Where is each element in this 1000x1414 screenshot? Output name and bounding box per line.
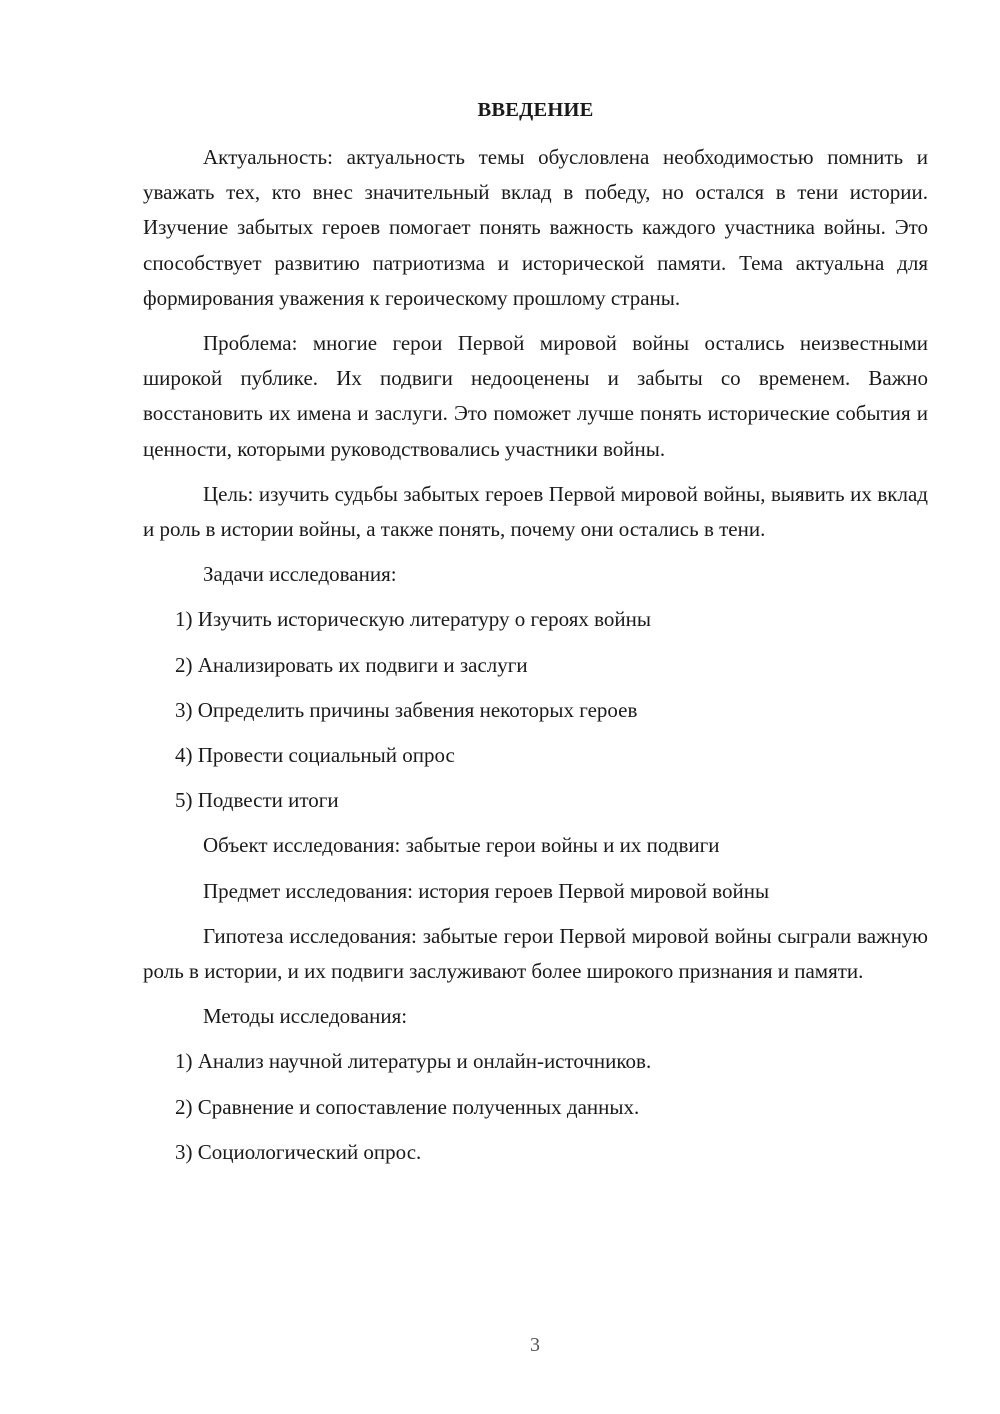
task-item: 1) Изучить историческую литературу о героях войны: [175, 607, 651, 632]
research-object: Объект исследования: забытые герои войны и их подвиги: [203, 833, 720, 858]
problem-paragraph: Проблема: многие герои Первой мировой войны остались неизвестными широкой публике. Их подвиги недооценены и забыты со временем. Важно восстановить их имена и заслуги. Это поможет лучше понять исторические события и ценности, которыми руководствовались участники войны.: [143, 331, 928, 461]
task-item: 5) Подвести итоги: [175, 788, 339, 813]
methods-label: Методы исследования:: [203, 1004, 408, 1029]
hypothesis-paragraph: Гипотеза исследования: забытые герои Первой мировой войны сыграли важную роль в истории, и их подвиги заслуживают более широкого признания и памяти.: [143, 923, 928, 984]
page-number: 3: [530, 1334, 540, 1356]
task-item: 2) Анализировать их подвиги и заслуги: [175, 652, 528, 677]
goal-paragraph: Цель: изучить судьбы забытых героев Первой мировой войны, выявить их вклад и роль в истории войны, а также понять, почему они остались в тени.: [143, 481, 928, 542]
relevance-paragraph: Актуальность: актуальность темы обусловлена необходимостью помнить и уважать тех, кто внес значительный вклад в победу, но остался в тени истории. Изучение забытых героев помогает понять важность каждого участника войны. Это способствует развитию патриотизма и исторической памяти. Тема актуальна для формирования уважения к героическому прошлому страны.: [143, 145, 928, 310]
method-item: 2) Сравнение и сопоставление полученных данных.: [175, 1094, 640, 1119]
methods-list: [143, 1044, 928, 1170]
task-item: 4) Провести социальный опрос: [175, 743, 455, 768]
method-item: 3) Социологический опрос.: [175, 1139, 422, 1164]
page-title: ВВЕДЕНИЕ: [477, 99, 594, 121]
tasks-list: [143, 602, 928, 818]
research-subject: Предмет исследования: история героев Первой мировой войны: [203, 878, 770, 903]
tasks-label: Задачи исследования:: [203, 562, 397, 587]
task-item: 3) Определить причины забвения некоторых героев: [175, 697, 638, 722]
document-page: [143, 96, 928, 1180]
method-item: 1) Анализ научной литературы и онлайн-источников.: [175, 1049, 652, 1074]
